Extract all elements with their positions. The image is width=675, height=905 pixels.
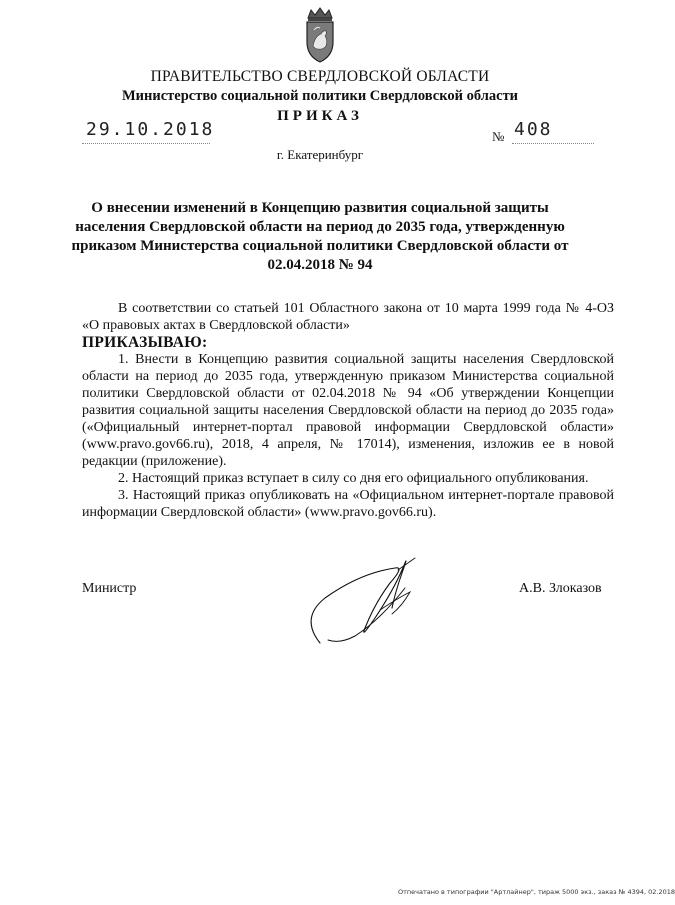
list-item: 3. Настоящий приказ опубликовать на «Официальном интернет-портале правовой информации Свердловской области» (www.pravo.gov66.ru). xyxy=(82,488,614,520)
document-type: ПРИКАЗ xyxy=(277,108,363,124)
ministry-name: Министерство социальной политики Свердловской области xyxy=(121,88,519,104)
number-label: № xyxy=(492,129,505,144)
date-field xyxy=(82,119,215,144)
government-name: ПРАВИТЕЛЬСТВО СВЕРДЛОВСКОЙ ОБЛАСТИ xyxy=(150,68,490,85)
signatory-name: А.В. Злоказов xyxy=(519,581,602,596)
command-word: ПРИКАЗЫВАЮ: xyxy=(82,334,208,351)
document-title: О внесении изменений в Концепцию развития социальной защиты населения Свердловской области на период до 2035 года, утвержденную приказом Министерства социальной политики Свердловской области от 02.04.2018 № 94 xyxy=(71,200,569,273)
list-item: 2. Настоящий приказ вступает в силу со дня его официального опубликования. xyxy=(118,471,589,486)
handwritten-signature xyxy=(280,548,500,648)
preamble: В соответствии со статьей 101 Областного закона от 10 марта 1999 года № 4-ОЗ «О правовых актах в Свердловской области» xyxy=(82,301,614,333)
list-item: 1. Внести в Концепцию развития социальной защиты населения Свердловской области на период до 2035 года, утвержденную приказом Министерства социальной политики Свердловской области от 02.04.2018 № 94 «Об утверждении Концепции развития социальной защиты населения Свердловской области на период до 2035 года» («Официальный интернет-портал правовой информации Свердловской области» (www.pravo.gov66.ru), 2018, 4 апреля, № 17014), изменения, изложив ее в новой редакции (приложение). xyxy=(82,352,614,469)
signatory-position: Министр xyxy=(82,581,137,596)
handwritten-number: 408 xyxy=(514,119,553,140)
document-body xyxy=(82,300,614,521)
handwritten-date: 29.10.2018 xyxy=(86,119,215,140)
city: г. Екатеринбург xyxy=(276,147,364,162)
coat-of-arms-icon xyxy=(299,6,341,64)
number-field xyxy=(512,121,594,144)
print-note: Отпечатано в типографии "Артлайнер", тираж 5000 экз., заказ № 4394, 02.2018 xyxy=(398,888,675,896)
